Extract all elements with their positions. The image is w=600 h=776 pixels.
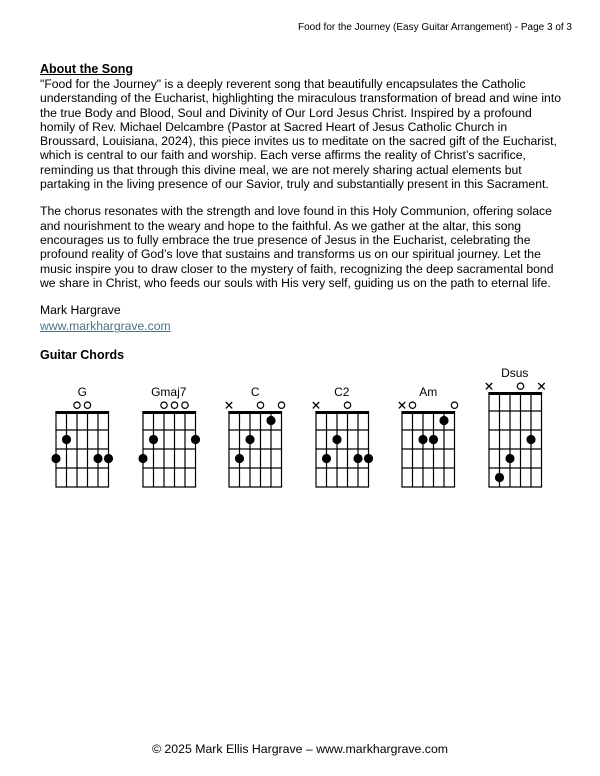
about-the-song-heading: About the Song: [40, 62, 134, 76]
chord-grid-svg: [137, 399, 202, 489]
open-string-marker: [171, 402, 177, 408]
chord-diagram-Gmaj7: [137, 385, 202, 489]
open-string-marker: [517, 383, 523, 389]
nut: [315, 411, 369, 414]
finger-dot: [190, 435, 199, 444]
muted-string-marker: [538, 383, 544, 389]
finger-dot: [526, 435, 535, 444]
open-string-marker: [160, 402, 166, 408]
chord-name-label: Gmaj7: [151, 385, 187, 400]
muted-string-marker: [226, 402, 232, 408]
chord-grid-svg: [396, 399, 461, 489]
finger-dot: [62, 435, 71, 444]
finger-dot: [138, 454, 147, 463]
finger-dot: [235, 454, 244, 463]
about-paragraph-1: "Food for the Journey" is a deeply reverent song that beautifully encapsulates the Catholic understanding of the Eucharist, highlighting the miraculous transformation of bread and wine into the true Body and Blood, Soul and Divinity of Our Lord Jesus Christ. Inspired by a profound homily of Rev. Michael Delcambre (Pastor at Sacred Heart of Jesus Catholic Church in Broussard, Louisiana, 2024), this piece invites us to meditate on the sacred gift of the Eucharist, which is central to our faith and worship. Each verse affirms the reality of Christ’s sacrifice, reminding us that through this divine meal, we are not merely sharing actual elements but partaking in the living presence of our Savior, truly and substantially present in this Sacrament.: [40, 77, 561, 192]
open-string-marker: [344, 402, 350, 408]
chord-name-label: Am: [419, 385, 438, 400]
footer-copyright: © 2025 Mark Ellis Hargrave – www.markhargrave.com: [151, 742, 449, 756]
chord-grid-svg: [310, 399, 375, 489]
chord-name-label: G: [77, 385, 87, 400]
document-body: [40, 62, 564, 489]
open-string-marker: [278, 402, 284, 408]
finger-dot: [494, 473, 503, 482]
chord-diagrams: [50, 366, 564, 489]
finger-dot: [418, 435, 427, 444]
finger-dot: [93, 454, 102, 463]
finger-dot: [321, 454, 330, 463]
finger-dot: [439, 416, 448, 425]
finger-dot: [51, 454, 60, 463]
muted-string-marker: [485, 383, 491, 389]
chord-diagram-C: [223, 385, 288, 489]
nut: [55, 411, 109, 414]
chord-grid-svg: [223, 399, 288, 489]
chord-name-label: Dsus: [501, 366, 529, 381]
finger-dot: [429, 435, 438, 444]
guitar-chords-heading: Guitar Chords: [40, 348, 125, 363]
finger-dot: [332, 435, 341, 444]
open-string-marker: [257, 402, 263, 408]
chord-name-label: C: [250, 385, 260, 400]
author-name: Mark Hargrave: [40, 303, 121, 318]
nut: [142, 411, 196, 414]
nut: [401, 411, 455, 414]
open-string-marker: [451, 402, 457, 408]
finger-dot: [505, 454, 514, 463]
finger-dot: [148, 435, 157, 444]
nut: [488, 392, 542, 395]
finger-dot: [363, 454, 372, 463]
about-paragraph-2: The chorus resonates with the strength and love found in this Holy Communion, offering solace and nourishment to the weary and hope to the faithful. As we gather at the altar, this song encourages us to fully embrace the true presence of Jesus in the Eucharist, celebrating the profound reality of God’s love that sustains and transforms us on our spiritual journey. Let the music inspire you to draw closer to the mystery of faith, recognizing the deep sacramental bond we share in Christ, who feeds our souls with His very self, guiding us on the path to eternal life.: [40, 204, 554, 290]
finger-dot: [266, 416, 275, 425]
open-string-marker: [181, 402, 187, 408]
chord-name-label: C2: [334, 385, 350, 400]
open-string-marker: [409, 402, 415, 408]
chord-grid-svg: [50, 399, 115, 489]
finger-dot: [104, 454, 113, 463]
chord-diagram-G: [50, 385, 115, 489]
open-string-marker: [74, 402, 80, 408]
chord-diagram-C2: [310, 385, 375, 489]
finger-dot: [353, 454, 362, 463]
finger-dot: [245, 435, 254, 444]
chord-diagram-Am: [396, 385, 461, 489]
nut: [228, 411, 282, 414]
open-string-marker: [84, 402, 90, 408]
chord-diagram-Dsus: [483, 366, 548, 489]
muted-string-marker: [312, 402, 318, 408]
author-website-link[interactable]: www.markhargrave.com: [40, 319, 171, 334]
chord-grid-svg: [483, 380, 548, 489]
muted-string-marker: [399, 402, 405, 408]
page-header-title: Food for the Journey (Easy Guitar Arrangement) - Page 3 of 3: [297, 22, 572, 33]
